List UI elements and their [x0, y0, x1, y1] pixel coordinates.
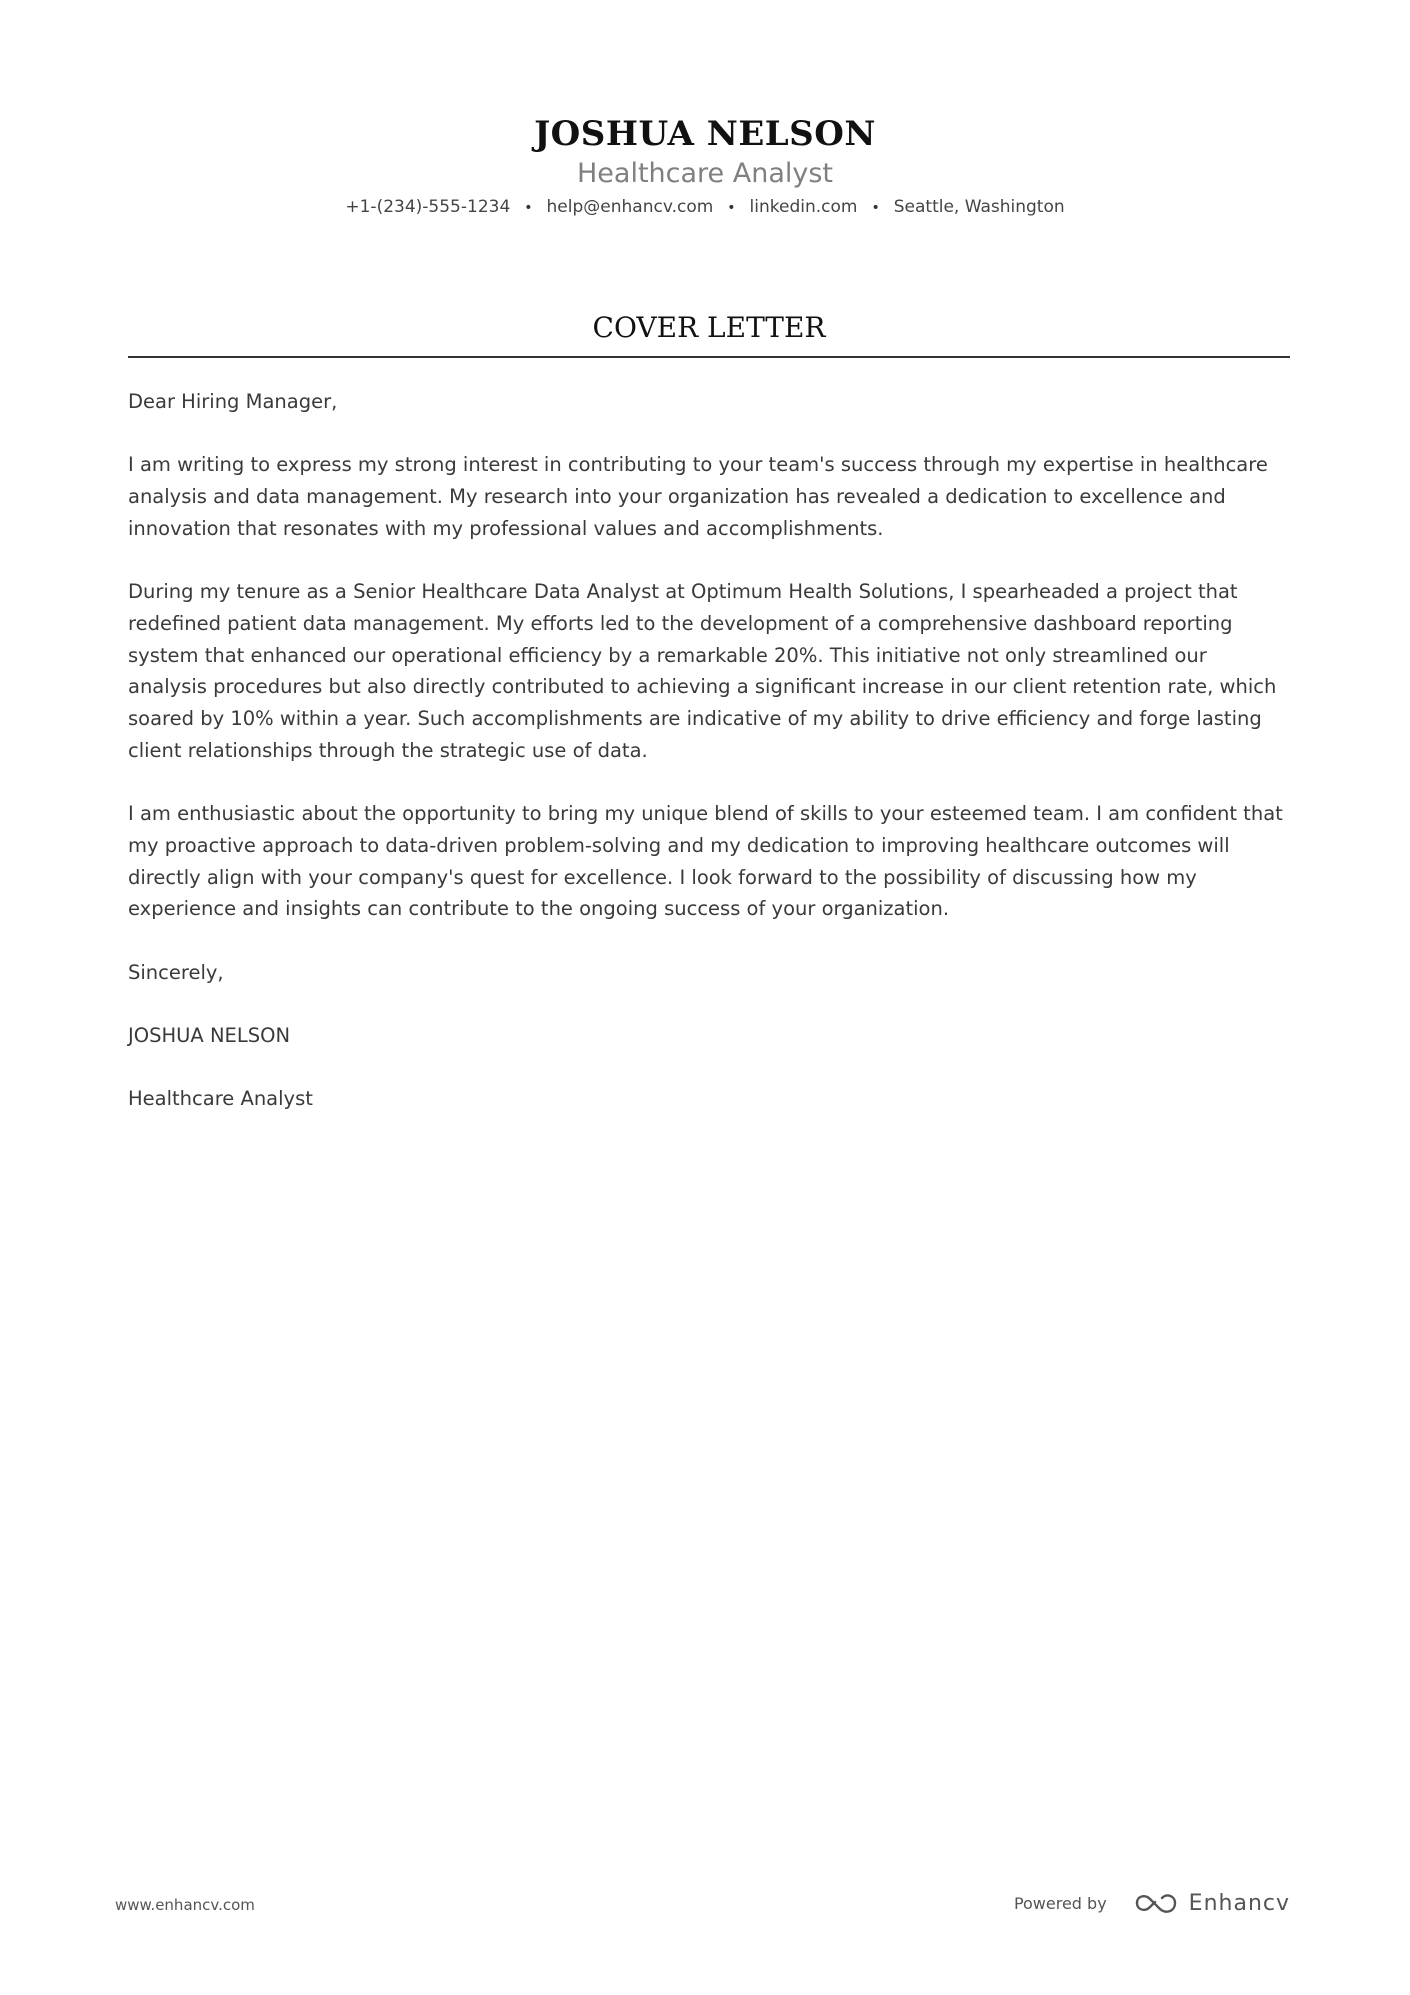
contact-phone: +1-(234)-555-1234: [345, 197, 511, 217]
powered-by-label: Powered by: [1013, 1893, 1107, 1913]
applicant-title: Healthcare Analyst: [576, 158, 833, 189]
contact-location: Seattle, Washington: [893, 197, 1065, 217]
brand-name: Enhancv: [1188, 1890, 1290, 1916]
signature-name: JOSHUA NELSON: [128, 1023, 291, 1047]
contact-linkedin[interactable]: linkedin.com: [749, 197, 858, 217]
letter-paragraph: I am writing to express my strong interest in contributing to your team's success through my expertise in healthcare analysis and data management. My research into your organization has revealed a dedication to excellence and innovation that resonates with my professional values and accomplishments.: [128, 453, 1268, 540]
letter-body: [128, 386, 1290, 1147]
section-title: COVER LETTER: [592, 311, 826, 344]
letter-closing: Sincerely,: [128, 960, 224, 984]
enhancv-logo-icon: [1133, 1890, 1179, 1916]
footer-branding: [1014, 1890, 1290, 1916]
contact-info: [0, 194, 1410, 221]
letter-paragraph: I am enthusiastic about the opportunity to bring my unique blend of skills to your esteemed team. I am confident that my proactive approach to data-driven problem-solving and my dedication to improving healthcare outcomes will directly align with your company's quest for excellence. I look forward to the possibility of discussing how my experience and insights can contribute to the ongoing success of your organization.: [128, 802, 1283, 921]
section-divider: [128, 356, 1290, 358]
contact-separator: •: [727, 200, 736, 216]
contact-separator: •: [524, 200, 533, 216]
signature-title: Healthcare Analyst: [128, 1087, 313, 1111]
contact-email[interactable]: help@enhancv.com: [546, 197, 714, 217]
contact-separator: •: [871, 200, 880, 216]
letter-paragraph: During my tenure as a Senior Healthcare Data Analyst at Optimum Health Solutions, I spearheaded a project that redefined patient data management. My efforts led to the development of a comprehensive dashboard reporting system that enhanced our operational efficiency by a remarkable 20%. This initiative not only streamlined our analysis procedures but also directly contributed to achieving a significant increase in our client retention rate, which soared by 10% within a year. Such accomplishments are indicative of my ability to drive efficiency and forge lasting client relationships through the strategic use of data.: [128, 580, 1277, 762]
footer-website[interactable]: www.enhancv.com: [115, 1896, 255, 1914]
letter-salutation: Dear Hiring Manager,: [128, 390, 338, 413]
applicant-name: JOSHUA NELSON: [534, 114, 876, 154]
resume-header: [0, 112, 1410, 221]
